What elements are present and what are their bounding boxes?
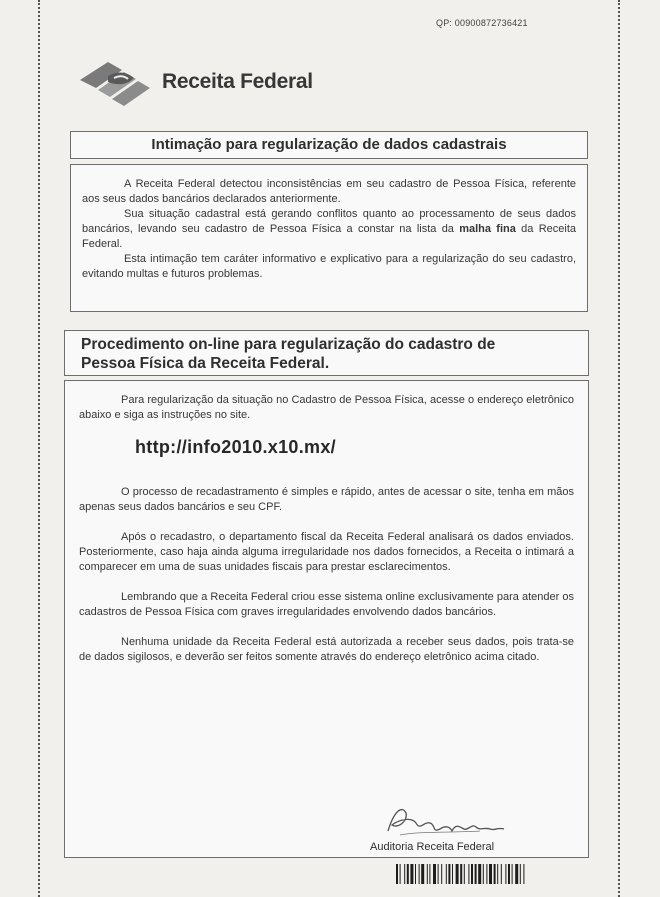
procedure-title-box xyxy=(64,330,589,376)
procedure-body xyxy=(64,380,589,858)
barcode-bar xyxy=(421,864,424,884)
notice-paragraph-3: Esta intimação tem caráter informativo e explicativo para a regularização do seu cadastro, evitando multas e futuros problemas. xyxy=(82,253,576,280)
barcode-bar xyxy=(523,864,524,884)
barcode-bar xyxy=(486,864,487,884)
barcode-bar xyxy=(441,864,442,884)
barcode-bar xyxy=(456,864,459,884)
procedure-paragraph-2: O processo de recadastramento é simples e rápido, antes de acessar o site, tenha em mãos apenas seus dados bancários e seu CPF. xyxy=(79,486,574,513)
notice-p2-tail: da Receita Federal. xyxy=(82,223,576,250)
procedure-paragraph-1: Para regularização da situação no Cadastro de Pessoa Física, acesse o endereço eletrônico abaixo e siga as instruções no site. xyxy=(79,394,574,421)
notice-p2-text: Sua situação cadastral está gerando conflitos quanto ao processamento de seus dados bancários, levando seu cadastro de Pessoa Física a constar na lista da xyxy=(82,208,576,235)
brand-name: Receita Federal xyxy=(162,70,313,93)
barcode-bar xyxy=(501,864,502,884)
barcode-bar xyxy=(497,864,498,884)
left-perforation xyxy=(38,0,40,897)
barcode-bar xyxy=(407,864,409,884)
barcode-bar xyxy=(448,864,450,884)
barcode-bar xyxy=(429,864,430,884)
barcode-bar xyxy=(512,864,513,884)
notice-paragraph-1: A Receita Federal detectou inconsistências em seu cadastro de Pessoa Física, referente aos seus dados bancários declarados anteriormente. xyxy=(82,178,576,205)
barcode-bar xyxy=(475,864,477,884)
barcode-bar xyxy=(494,864,496,884)
procedure-paragraph-4: Lembrando que a Receita Federal criou esse sistema online exclusivamente para atender os cadastros de Pessoa Física com graves irregularidades envolvendo dados bancários. xyxy=(79,591,574,618)
notice-title: Intimação para regularização de dados cadastrais xyxy=(151,136,507,153)
procedure-paragraph-3: Após o recadastro, o departamento fiscal da Receita Federal analisará os dados enviados. Posteriormente, caso haja ainda alguma irregularidade nos dados fornecidos, a Receita o intimará a comparecer em uma de suas unidades fiscais para prestar esclarecimentos. xyxy=(79,531,574,573)
barcode-bar xyxy=(415,864,416,884)
phishing-url-link[interactable]: http://info2010.x10.mx/ xyxy=(135,437,336,457)
notice-paragraph-2 xyxy=(82,207,576,252)
procedure-paragraph-5: Nenhuma unidade da Receita Federal está autorizada a receber seus dados, pois trata-se de dados sigilosos, e deverão ser feitos somente através do endereço eletrônico acima citado. xyxy=(79,636,574,663)
barcode-bar xyxy=(410,864,413,884)
barcode-bar xyxy=(452,864,453,884)
barcode-bar xyxy=(400,864,401,884)
barcode-bar xyxy=(471,864,473,884)
procedure-title-line-1: Procedimento on-line para regularização do cadastro de xyxy=(81,336,496,353)
barcode-bar xyxy=(438,864,439,884)
notice-body xyxy=(70,164,588,312)
handwritten-signature-icon xyxy=(380,801,510,841)
barcode-bar xyxy=(508,864,510,884)
barcode-bar xyxy=(419,864,420,884)
barcode-bar xyxy=(505,864,506,884)
barcode-icon xyxy=(396,864,606,884)
barcode-bar xyxy=(468,864,469,884)
barcode-bar xyxy=(396,864,398,884)
barcode-bar xyxy=(433,864,436,884)
notice-title-box xyxy=(70,131,588,159)
barcode-bar xyxy=(464,864,465,884)
barcode-bar xyxy=(483,864,484,884)
receita-federal-logo-icon xyxy=(78,56,158,108)
qp-code: QP: 00900872736421 xyxy=(436,18,528,28)
barcode-bar xyxy=(515,864,518,884)
barcode-bar xyxy=(478,864,481,884)
barcode-bar xyxy=(489,864,492,884)
barcode-bar xyxy=(520,864,521,884)
barcode-bar xyxy=(460,864,462,884)
barcode-bar xyxy=(427,864,428,884)
barcode-bar xyxy=(404,864,405,884)
barcode-bar xyxy=(446,864,447,884)
malha-fina-emphasis: malha fina xyxy=(459,223,516,235)
right-perforation xyxy=(618,0,620,897)
signature-caption: Auditoria Receita Federal xyxy=(370,841,495,853)
procedure-title-line-2: Pessoa Física da Receita Federal. xyxy=(81,355,330,372)
